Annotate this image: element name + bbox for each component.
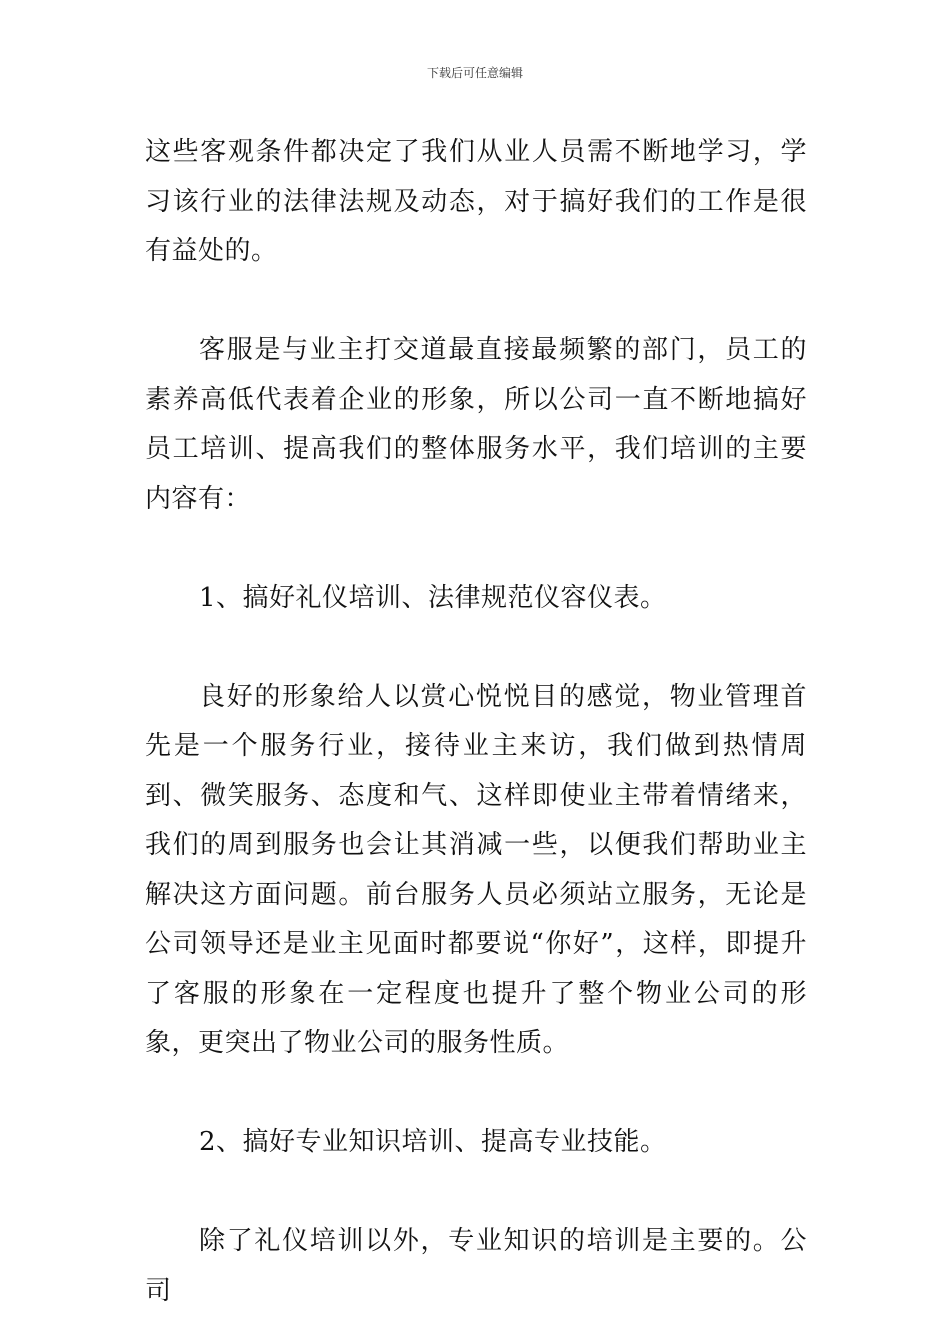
paragraph-spacer	[145, 277, 807, 327]
list-item-1-heading: 1、搞好礼仪培训、法律规范仪容仪表。	[199, 582, 667, 613]
list-item-2-heading: 2、搞好专业知识培训、提高专业技能。	[199, 1127, 667, 1157]
paragraph-2: 客服是与业主打交道最直接最频繁的部门，员工的素养高低代表着企业的形象，所以公司一直不断地搞好员工培训、提高我们的整体服务水平，我们培训的主要内容有：	[145, 335, 807, 514]
header-note: 下载后可任意编辑	[426, 66, 523, 80]
paragraph-1: 这些客观条件都决定了我们从业人员需不断地学习，学习该行业的法律法规及动态，对于搞好我们的工作是很有益处的。	[145, 137, 807, 266]
paragraph-spacer	[145, 1168, 807, 1218]
paragraph-spacer	[145, 524, 807, 574]
paragraph-spacer	[145, 1069, 807, 1119]
paragraph-spacer	[145, 623, 807, 673]
paragraph-4: 除了礼仪培训以外，专业知识的培训是主要的。公司	[145, 1226, 807, 1306]
document-body	[145, 128, 807, 1316]
paragraph-3: 良好的形象给人以赏心悦悦目的感觉，物业管理首先是一个服务行业，接待业主来访，我们做到热情周到、微笑服务、态度和气、这样即使业主带着情绪来，我们的周到服务也会让其消减一些，以便我们帮助业主解决这方面问题。前台服务人员必须站立服务，无论是公司领导还是业主见面时都要说“你好”，这样，即提升了客服的形象在一定程度也提升了整个物业公司的形象，更突出了物业公司的服务性质。	[145, 681, 807, 1058]
